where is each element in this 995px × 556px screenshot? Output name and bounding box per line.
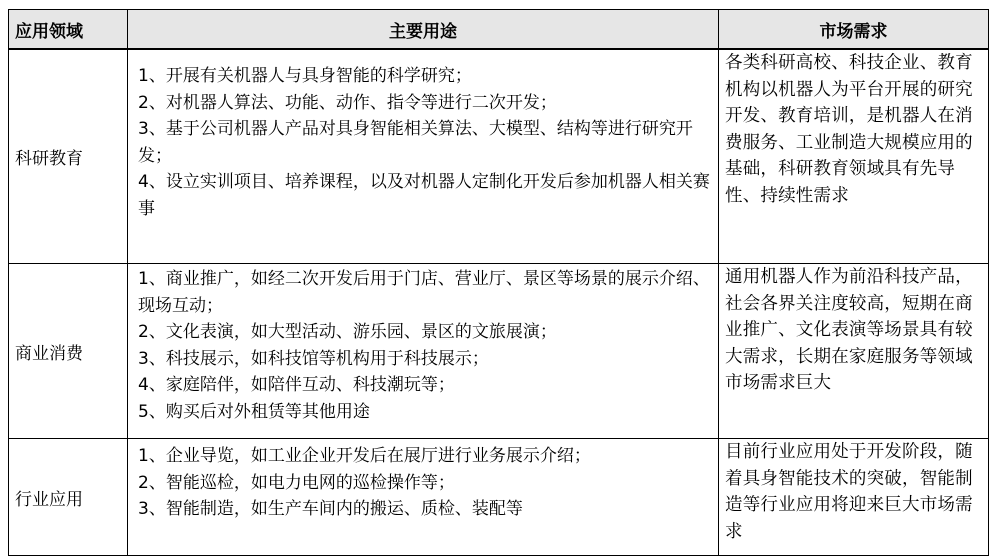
use-item: 3、智能制造，如生产车间内的搬运、质检、装配等	[138, 499, 523, 519]
header-market-demand: 市场需求	[719, 10, 989, 50]
field-cell: 行业应用	[9, 439, 128, 556]
uses-cell	[128, 264, 719, 439]
use-item: 3、科技展示，如科技馆等机构用于科技展示；	[138, 348, 489, 369]
use-item: 2、智能巡检，如电力电网的巡检操作等；	[138, 472, 455, 493]
application-table	[8, 9, 989, 556]
table-row	[9, 439, 989, 556]
use-item: 1、开展有关机器人与具身智能的科学研究；	[138, 66, 472, 86]
uses-cell	[128, 49, 719, 264]
use-item: 1、企业导览，如工业企业开发后在展厅进行业务展示介绍；	[138, 446, 591, 466]
uses-cell	[128, 439, 719, 556]
use-item: 2、对机器人算法、功能、动作、指令等进行二次开发；	[138, 92, 557, 113]
demand-cell: 目前行业应用处于开发阶段，随着具身智能技术的突破，智能制造等行业应用将迎来巨大市场需求	[719, 439, 989, 556]
table-row	[9, 49, 989, 264]
field-cell: 科研教育	[9, 49, 128, 264]
header-application-field: 应用领域	[9, 10, 128, 50]
use-item: 5、购买后对外租赁等其他用途	[138, 401, 370, 422]
table-row	[9, 264, 989, 439]
use-item: 4、家庭陪伴，如陪伴互动、科技潮玩等；	[138, 375, 455, 395]
field-cell: 商业消费	[9, 264, 128, 439]
use-item: 4、设立实训项目、培养课程，以及对机器人定制化开发后参加机器人相关赛事	[138, 172, 710, 219]
use-item: 3、基于公司机器人产品对具身智能相关算法、大模型、结构等进行研究开发；	[138, 119, 693, 166]
demand-cell: 通用机器人作为前沿科技产品，社会各界关注度较高，短期在商业推广、文化表演等场景具有较大需求，长期在家庭服务等领域市场需求巨大	[719, 264, 989, 439]
use-item: 2、文化表演，如大型活动、游乐园、景区的文旅展演；	[138, 322, 557, 342]
header-main-uses: 主要用途	[128, 10, 719, 50]
demand-cell: 各类科研高校、科技企业、教育机构以机器人为平台开展的研究开发、教育培训，是机器人在消费服务、工业制造大规模应用的基础，科研教育领域具有先导性、持续性需求	[719, 49, 989, 264]
use-item: 1、商业推广，如经二次开发后用于门店、营业厅、景区等场景的展示介绍、现场互动；	[138, 269, 710, 316]
header-row	[9, 10, 989, 50]
